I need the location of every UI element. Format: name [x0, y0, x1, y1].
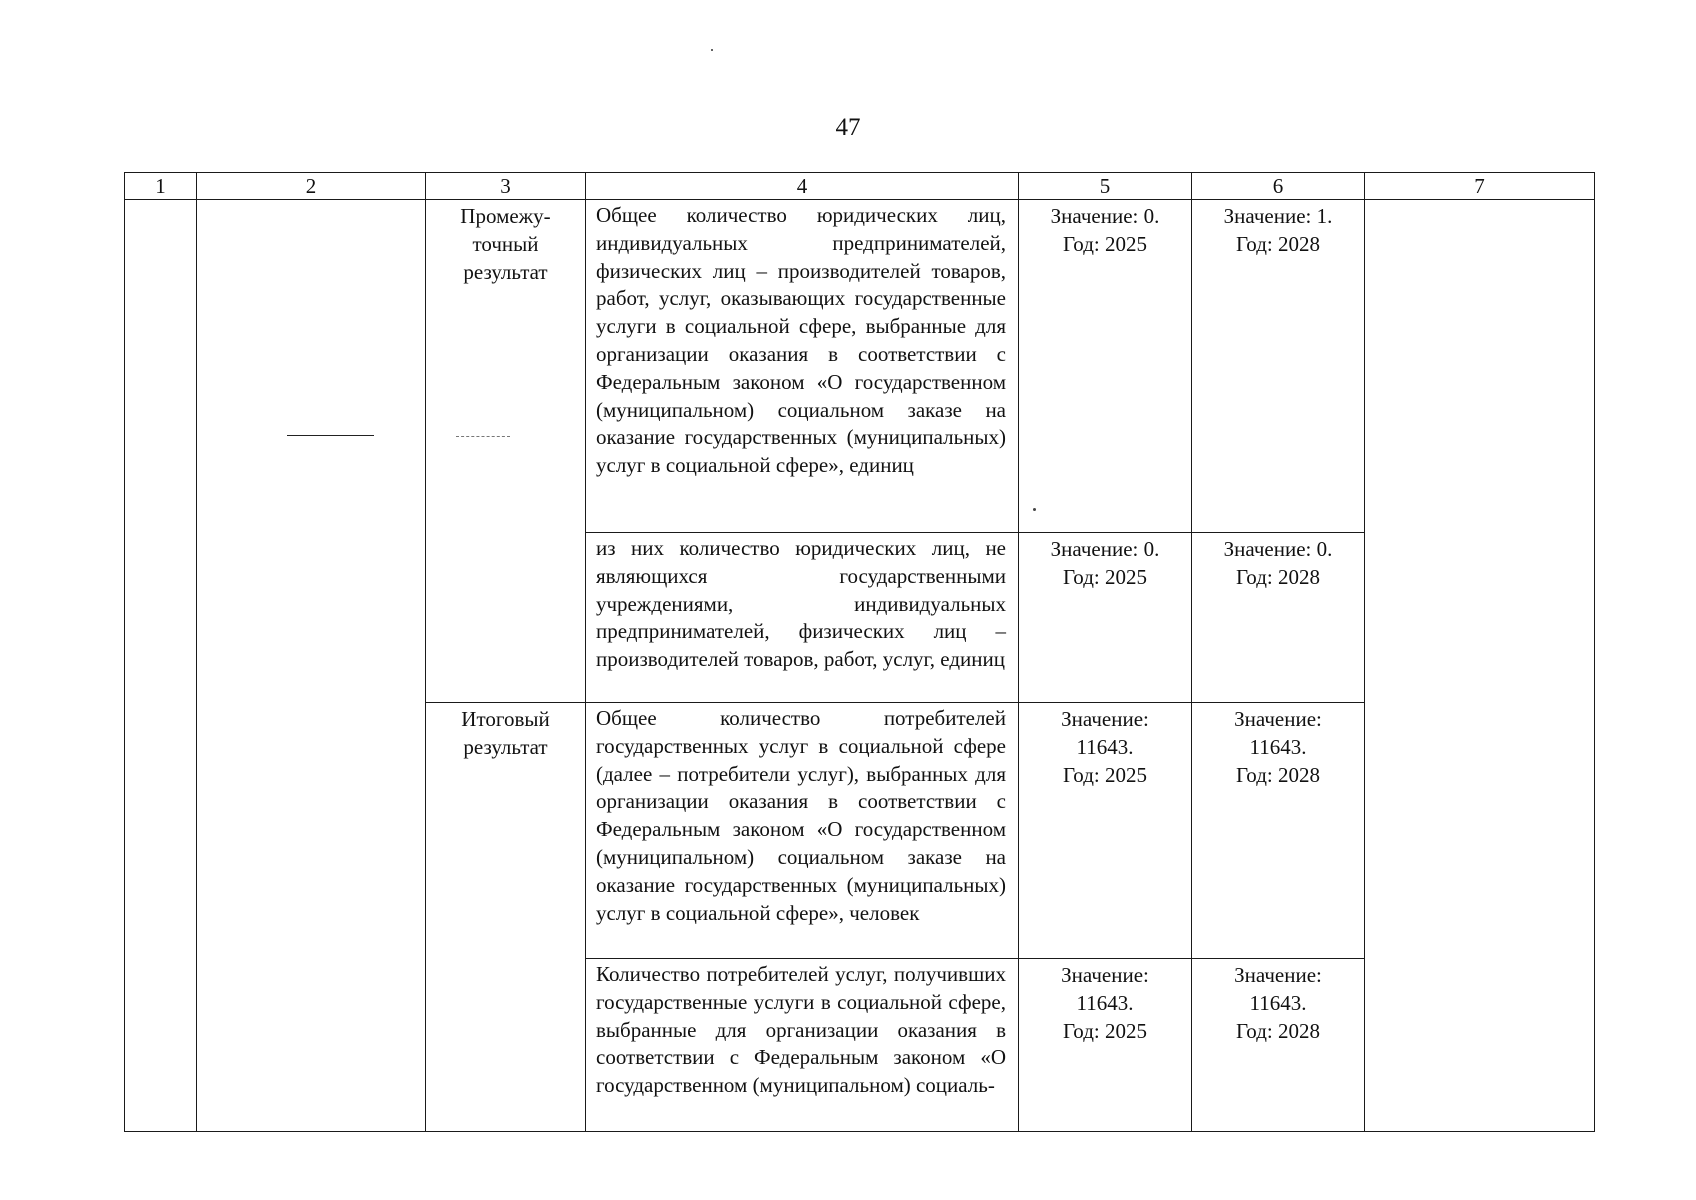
- header-cell: 3: [426, 173, 586, 200]
- base-value-cell: [1019, 959, 1192, 1132]
- base-value: 11643.: [1076, 734, 1134, 759]
- base-value-cell: [1019, 533, 1192, 703]
- dash-mark: [287, 435, 374, 436]
- target-value: 11643.: [1249, 990, 1307, 1015]
- base-year: Год: 2025: [1063, 1018, 1147, 1043]
- description-text: из них количество юридических лиц, не являющихся государственными учреждениями, индивидуальных предпринимателей, физических лиц – производителей товаров, работ, услуг, единиц: [596, 536, 1006, 672]
- result-type-cell: [426, 200, 586, 703]
- target-year: Год: 2028: [1236, 231, 1320, 256]
- faint-dash-mark: [456, 436, 510, 437]
- target-value-cell: [1192, 200, 1365, 533]
- target-value-label: Значение:: [1234, 963, 1322, 987]
- target-value: Значение: 1.: [1223, 204, 1333, 228]
- description-text: Общее количество юридических лиц, индивидуальных предпринимателей, физических лиц – производителей товаров, работ, услуг, оказывающих государственные услуги в социальной сфере, выбранные для организации оказания в соответствии с Федеральным законом «О государственном (муниципальном) социальном заказе на оказание государственных (муниципальных) услуг в социальной сфере», единиц: [596, 203, 1006, 478]
- col1-cell: [125, 200, 197, 1132]
- target-value-cell: [1192, 959, 1365, 1132]
- base-value: Значение: 0.: [1050, 204, 1160, 228]
- table-header-row: [125, 173, 1595, 200]
- base-value-label: Значение:: [1061, 707, 1149, 731]
- base-value: Значение: 0.: [1050, 537, 1160, 561]
- description-cell: [586, 200, 1019, 533]
- target-value-cell: [1192, 703, 1365, 959]
- col2-cell: [197, 200, 426, 1132]
- description-cell: [586, 533, 1019, 703]
- header-cell: 2: [197, 173, 426, 200]
- target-year: Год: 2028: [1236, 1018, 1320, 1043]
- target-year: Год: 2028: [1236, 762, 1320, 787]
- base-value-cell: [1019, 200, 1192, 533]
- col7-cell: [1365, 200, 1595, 1132]
- description-cell: [586, 959, 1019, 1132]
- base-value: 11643.: [1076, 990, 1134, 1015]
- target-value-label: Значение:: [1234, 707, 1322, 731]
- result-type-cell: [426, 703, 586, 1132]
- header-cell: 6: [1192, 173, 1365, 200]
- target-year: Год: 2028: [1236, 564, 1320, 589]
- table-row: [125, 200, 1595, 533]
- base-year: Год: 2025: [1063, 762, 1147, 787]
- target-value: Значение: 0.: [1223, 537, 1333, 561]
- header-cell: 5: [1019, 173, 1192, 200]
- header-cell: 4: [586, 173, 1019, 200]
- base-value-cell: [1019, 703, 1192, 959]
- target-value-cell: [1192, 533, 1365, 703]
- description-cell: [586, 703, 1019, 959]
- base-year: Год: 2025: [1063, 231, 1147, 256]
- result-type-label: Итоговый результат: [461, 707, 550, 759]
- description-text: Количество потребителей услуг, получивших государственные услуги в социальной сфере, выбранные для организации оказания в соответствии с Федеральным законом «О государственном (муниципальном) социаль-: [596, 962, 1006, 1098]
- page-number: 47: [835, 114, 861, 141]
- indicator-table: [124, 172, 1595, 1132]
- header-cell: 7: [1365, 173, 1595, 200]
- header-cell: 1: [125, 173, 197, 200]
- scan-dot: [1033, 508, 1036, 511]
- target-value: 11643.: [1249, 734, 1307, 759]
- scan-speck: [711, 49, 713, 51]
- base-value-label: Значение:: [1061, 963, 1149, 987]
- description-text: Общее количество потребителей государственных услуг в социальной сфере (далее – потребители услуг), выбранных для организации оказания в соответствии с Федеральным законом «О государственном (муниципальном) социальном заказе на оказание государственных (муниципальных) услуг в социальной сфере», человек: [596, 706, 1006, 925]
- result-type-label: Промежу- точный результат: [460, 204, 551, 284]
- base-year: Год: 2025: [1063, 564, 1147, 589]
